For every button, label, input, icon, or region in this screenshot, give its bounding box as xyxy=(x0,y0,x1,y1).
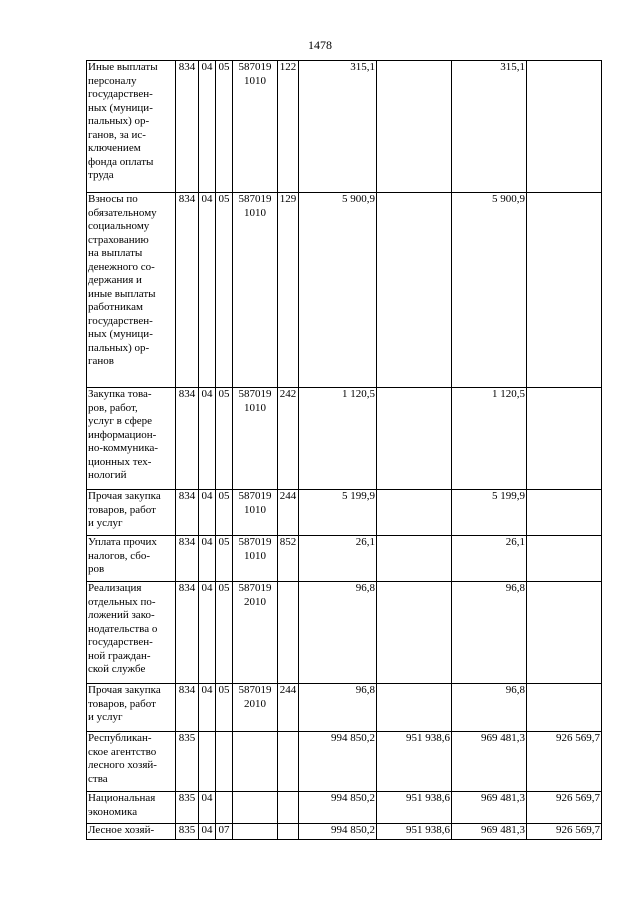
table-row xyxy=(87,193,602,388)
amount-2 xyxy=(377,684,452,732)
table-row xyxy=(87,732,602,792)
amount-2: 951 938,6 xyxy=(377,824,452,840)
row-name: Республикан- ское агентство лесного хозяй- ства xyxy=(87,732,176,792)
amount-1: 5 199,9 xyxy=(299,490,377,536)
expense-code: 244 xyxy=(278,490,299,536)
amount-3: 1 120,5 xyxy=(452,388,527,490)
amount-4: 926 569,7 xyxy=(527,792,602,824)
subsection-code: 05 xyxy=(216,684,233,732)
amount-2 xyxy=(377,388,452,490)
table-row xyxy=(87,536,602,582)
amount-1: 96,8 xyxy=(299,582,377,684)
table-row xyxy=(87,824,602,840)
subsection-code: 05 xyxy=(216,582,233,684)
amount-2 xyxy=(377,490,452,536)
expense-code xyxy=(278,732,299,792)
amount-4 xyxy=(527,684,602,732)
row-name: Уплата прочих налогов, сбо- ров xyxy=(87,536,176,582)
amount-3: 26,1 xyxy=(452,536,527,582)
expense-code: 242 xyxy=(278,388,299,490)
amount-3: 5 199,9 xyxy=(452,490,527,536)
table-row xyxy=(87,388,602,490)
row-name: Лесное хозяй- xyxy=(87,824,176,840)
amount-2: 951 938,6 xyxy=(377,792,452,824)
expense-code xyxy=(278,582,299,684)
section-code: 04 xyxy=(199,582,216,684)
subsection-code: 05 xyxy=(216,490,233,536)
amount-1: 315,1 xyxy=(299,61,377,193)
amount-4: 926 569,7 xyxy=(527,732,602,792)
amount-1: 26,1 xyxy=(299,536,377,582)
expense-code: 129 xyxy=(278,193,299,388)
subsection-code xyxy=(216,732,233,792)
ministry-code: 834 xyxy=(176,193,199,388)
target-code: 587019 1010 xyxy=(233,61,278,193)
ministry-code: 834 xyxy=(176,536,199,582)
row-name: Закупка това- ров, работ, услуг в сфере информацион- но-коммуника- ционных тех- нологий xyxy=(87,388,176,490)
amount-3: 969 481,3 xyxy=(452,792,527,824)
ministry-code: 834 xyxy=(176,388,199,490)
amount-4 xyxy=(527,388,602,490)
target-code xyxy=(233,792,278,824)
section-code: 04 xyxy=(199,193,216,388)
row-name: Иные выплаты персоналу государствен- ных (муници- пальных) ор- ганов, за ис- ключением фонда оплаты труда xyxy=(87,61,176,193)
table-row xyxy=(87,490,602,536)
subsection-code: 05 xyxy=(216,61,233,193)
section-code: 04 xyxy=(199,536,216,582)
subsection-code: 05 xyxy=(216,388,233,490)
amount-2 xyxy=(377,193,452,388)
subsection-code: 05 xyxy=(216,193,233,388)
amount-4 xyxy=(527,61,602,193)
row-name: Прочая закупка товаров, работ и услуг xyxy=(87,684,176,732)
table-row xyxy=(87,582,602,684)
amount-3: 5 900,9 xyxy=(452,193,527,388)
amount-1: 5 900,9 xyxy=(299,193,377,388)
section-code: 04 xyxy=(199,792,216,824)
row-name: Национальная экономика xyxy=(87,792,176,824)
amount-4 xyxy=(527,536,602,582)
ministry-code: 835 xyxy=(176,824,199,840)
target-code xyxy=(233,824,278,840)
subsection-code: 05 xyxy=(216,536,233,582)
row-name: Реализация отдельных по- ложений зако- нодательства о государствен- ной граждан- ской службе xyxy=(87,582,176,684)
table-row xyxy=(87,61,602,193)
expense-code xyxy=(278,824,299,840)
target-code xyxy=(233,732,278,792)
amount-4 xyxy=(527,490,602,536)
target-code: 587019 1010 xyxy=(233,536,278,582)
expense-code: 122 xyxy=(278,61,299,193)
section-code: 04 xyxy=(199,490,216,536)
amount-1: 994 850,2 xyxy=(299,732,377,792)
amount-1: 994 850,2 xyxy=(299,824,377,840)
amount-3: 969 481,3 xyxy=(452,732,527,792)
ministry-code: 834 xyxy=(176,582,199,684)
target-code: 587019 1010 xyxy=(233,490,278,536)
amount-4 xyxy=(527,582,602,684)
target-code: 587019 1010 xyxy=(233,388,278,490)
ministry-code: 834 xyxy=(176,490,199,536)
amount-4: 926 569,7 xyxy=(527,824,602,840)
target-code: 587019 2010 xyxy=(233,582,278,684)
table-row xyxy=(87,792,602,824)
amount-2 xyxy=(377,536,452,582)
page-number: 1478 xyxy=(308,38,332,52)
expense-code: 852 xyxy=(278,536,299,582)
amount-1: 1 120,5 xyxy=(299,388,377,490)
subsection-code xyxy=(216,792,233,824)
section-code: 04 xyxy=(199,824,216,840)
amount-3: 96,8 xyxy=(452,684,527,732)
table-row xyxy=(87,684,602,732)
amount-2: 951 938,6 xyxy=(377,732,452,792)
section-code: 04 xyxy=(199,61,216,193)
section-code xyxy=(199,732,216,792)
section-code: 04 xyxy=(199,388,216,490)
amount-1: 96,8 xyxy=(299,684,377,732)
subsection-code: 07 xyxy=(216,824,233,840)
amount-4 xyxy=(527,193,602,388)
ministry-code: 835 xyxy=(176,792,199,824)
budget-table xyxy=(86,60,602,840)
row-name: Взносы по обязательному социальному страхованию на выплаты денежного со- держания и иные выплаты работникам государствен- ных (муници- пальных) ор- ганов xyxy=(87,193,176,388)
amount-1: 994 850,2 xyxy=(299,792,377,824)
amount-3: 969 481,3 xyxy=(452,824,527,840)
ministry-code: 834 xyxy=(176,684,199,732)
amount-3: 315,1 xyxy=(452,61,527,193)
section-code: 04 xyxy=(199,684,216,732)
ministry-code: 834 xyxy=(176,61,199,193)
expense-code: 244 xyxy=(278,684,299,732)
target-code: 587019 1010 xyxy=(233,193,278,388)
amount-3: 96,8 xyxy=(452,582,527,684)
row-name: Прочая закупка товаров, работ и услуг xyxy=(87,490,176,536)
target-code: 587019 2010 xyxy=(233,684,278,732)
amount-2 xyxy=(377,61,452,193)
expense-code xyxy=(278,792,299,824)
amount-2 xyxy=(377,582,452,684)
ministry-code: 835 xyxy=(176,732,199,792)
